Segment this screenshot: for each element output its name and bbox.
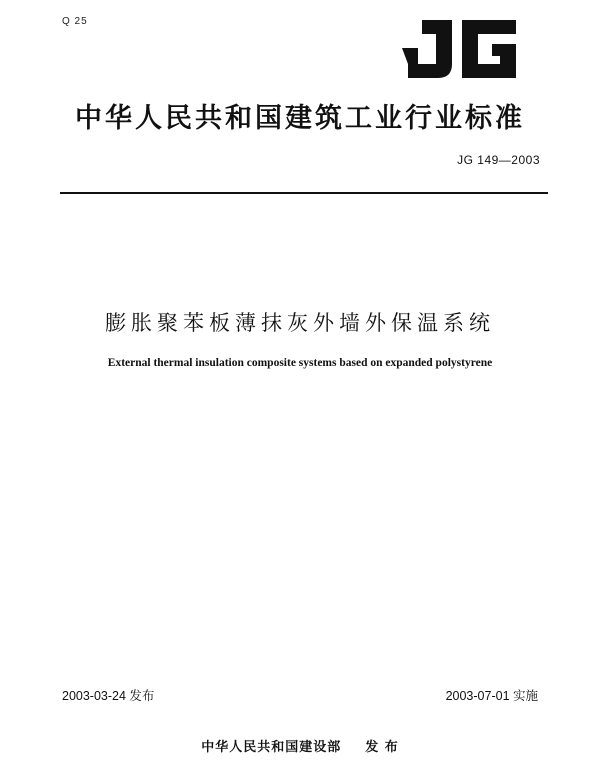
document-title-en: External thermal insulation composite systems based on expanded polystyrene: [107, 357, 493, 369]
classification-code: Q 25: [62, 16, 88, 27]
header-divider: [60, 192, 548, 194]
standard-number: JG 149—2003: [457, 153, 540, 167]
document-title-zh: 膨胀聚苯板薄抹灰外墙外保温系统: [105, 311, 495, 335]
industry-standard-title: 中华人民共和国建筑工业行业标准: [75, 103, 525, 134]
issuing-authority: [0, 736, 600, 755]
issuer-name: 中华人民共和国建设部: [201, 740, 342, 755]
issuer-action: 发 布: [365, 740, 399, 755]
jg-logo: [400, 18, 518, 80]
implementation-date: 2003-07-01 实施: [445, 689, 538, 703]
issue-date: 2003-03-24 发布: [62, 689, 155, 703]
